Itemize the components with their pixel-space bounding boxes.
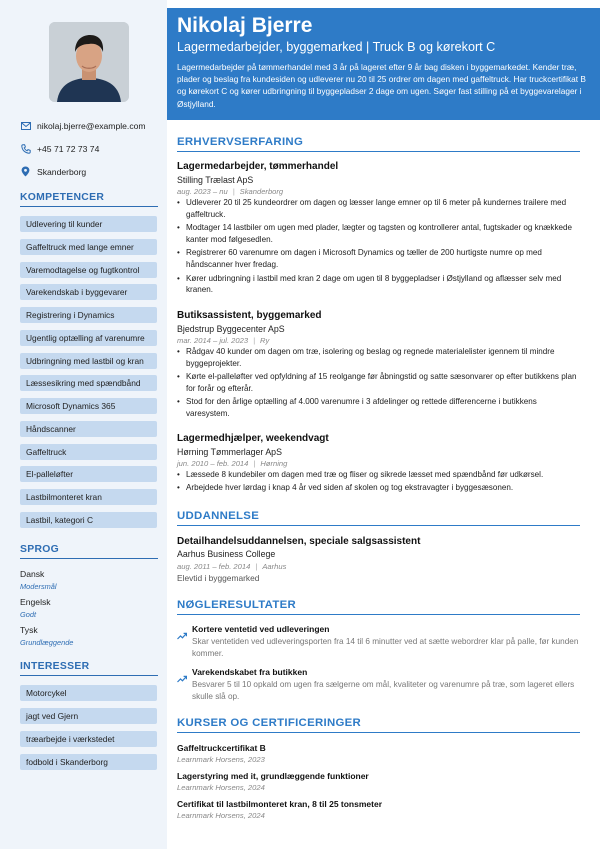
skill-chip: Varemodtagelse og fugtkontrol [20, 262, 157, 278]
job-bullet: • Kører udbringning i lastbil med kran 2 dage om ugen til 8 byggepladser i Østjylland og aflæsser selv med kranen. [177, 273, 582, 297]
result-description: Besvarer 5 til 10 opkald om ugen fra sælgerne om mål, kvaliteter og varenumre på træ, som lageret ellers skulle slå op. [192, 680, 575, 701]
job-title: Butiksassistent, byggemarked [177, 310, 322, 321]
profile-photo [49, 22, 129, 102]
course-meta: Learnmark Horsens, 2024 [177, 783, 265, 792]
contact-location [20, 166, 165, 177]
skill-chip: Udlevering til kunder [20, 216, 157, 232]
language-name: Tysk [20, 625, 38, 635]
contact-location-text: Skanderborg [37, 166, 87, 177]
contact-email-text: nikolaj.bjerre@example.com [37, 120, 146, 131]
course-meta: Learnmark Horsens, 2023 [177, 755, 265, 764]
experience-heading: ERHVERVSERFARING [177, 136, 580, 152]
job-place: Hørning [260, 459, 288, 468]
skill-chip: Håndscanner [20, 421, 157, 437]
skills-heading: KOMPETENCER [20, 192, 158, 207]
job-company: Hørning Tømmerlager ApS [177, 447, 282, 457]
interest-chip: træarbejde i værkstedet [20, 731, 157, 747]
job-bullet: • Kørte el-palleløfter ved opfyldning af 15 reolgange før åbningstid og satte sæsonvarer op efter butikkens plan for forår og efterår. [177, 371, 582, 395]
course-meta: Learnmark Horsens, 2024 [177, 811, 265, 820]
education-note: Elevtid i byggemarked [177, 573, 260, 583]
email-icon [20, 120, 31, 131]
job-dates: jun. 2010 – feb. 2014 [177, 459, 249, 468]
skill-chip: Lastbil, kategori C [20, 512, 157, 528]
contact-phone [20, 143, 165, 154]
job-meta [177, 459, 287, 468]
job-company: Bjedstrup Byggecenter ApS [177, 324, 285, 334]
job-meta [177, 336, 269, 345]
job-dates: mar. 2014 – jul. 2023 [177, 336, 249, 345]
job-bullets [177, 469, 582, 496]
education-school: Aarhus Business College [177, 549, 276, 559]
interests-heading: INTERESSER [20, 661, 158, 676]
meta-separator: | [255, 562, 258, 571]
skill-chip: Registrering i Dynamics [20, 307, 157, 323]
language-name: Dansk [20, 569, 45, 579]
job-bullets [177, 197, 582, 298]
education-heading: UDDANNELSE [177, 510, 580, 526]
skill-chip: Lastbilmonteret kran [20, 489, 157, 505]
interest-chip: jagt ved Gjern [20, 708, 157, 724]
job-company: Stilling Trælast ApS [177, 175, 254, 185]
language-level: Godt [20, 610, 37, 619]
course-title: Certifikat til lastbilmonteret kran, 8 til 25 tonsmeter [177, 799, 383, 809]
skill-chip: Gaffeltruck med lange emner [20, 239, 157, 255]
skill-chip: Læssesikring med spændbånd [20, 375, 157, 391]
profile-summary: Lagermedarbejder på tømmerhandel med 3 år på lageret efter 9 år bag disken i byggemarkedet. Kender træ, plader og beslag fra kundesiden og udleverer nu 20 til 25 ordrer om dagen med gaffeltruck. Har truckcertifikat B og kørekort C og kører udbringning til byggepladser 2 dage om ugen. Søger fast stilling på et byggevarelager i Østjylland. [177, 62, 586, 109]
job-place: Ry [260, 336, 270, 345]
job-bullet: • Rådgav 40 kunder om dagen om træ, isolering og beslag og regnede materialelister igennem til mindre byggeprojekter. [177, 346, 582, 370]
meta-separator: | [253, 336, 256, 345]
location-pin-icon [20, 166, 31, 177]
job-title: Lagermedhjælper, weekendvagt [177, 433, 329, 444]
contact-phone-text: +45 71 72 73 74 [37, 143, 100, 154]
person-title: Lagermedarbejder, byggemarked | Truck B og kørekort C [177, 40, 496, 54]
meta-separator: | [253, 459, 256, 468]
profile-photo-image [49, 22, 129, 102]
header-banner [167, 8, 600, 120]
skill-chip: Gaffeltruck [20, 444, 157, 460]
result-description: Skar ventetiden ved udleveringsporten fra 14 til 6 minutter ved at sætte webordrer klar på palle, før kunden kommer. [192, 637, 579, 658]
trend-up-icon [177, 670, 187, 678]
education-title: Detailhandelsuddannelsen, speciale salgsassistent [177, 536, 421, 547]
job-bullet: • Arbejdede hver lørdag i knap 4 år ved siden af skolen og tog ekstravagter i byggesæsonen. [177, 482, 582, 494]
skill-chip: Varekendskab i byggevarer [20, 284, 157, 300]
skill-chip: Ugentlig optælling af varenumre [20, 330, 157, 346]
job-meta [177, 187, 283, 196]
meta-separator: | [232, 187, 235, 196]
skill-chip: Udbringning med lastbil og kran [20, 353, 157, 369]
interest-chip: Motorcykel [20, 685, 157, 701]
job-bullet: • Modtager 14 lastbiler om ugen med plader, lægter og tagsten og kontrollerer antal, fugtskader og knækkede kanter mod følgesedlen. [177, 222, 582, 246]
job-bullet: • Udleverer 20 til 25 kundeordrer om dagen og læsser lange emner op til 6 meter på kundernes trailere med gaffeltruck. [177, 197, 582, 221]
skill-chip: Microsoft Dynamics 365 [20, 398, 157, 414]
job-title: Lagermedarbejder, tømmerhandel [177, 161, 339, 172]
education-dates: aug. 2011 – feb. 2014 [177, 562, 251, 571]
trend-up-icon [177, 627, 187, 635]
languages-heading: SPROG [20, 544, 158, 559]
result-title: Varekendskabet fra butikken [192, 667, 308, 677]
education-meta [177, 562, 286, 571]
language-name: Engelsk [20, 597, 51, 607]
language-level: Modersmål [20, 582, 57, 591]
course-title: Gaffeltruckcertifikat B [177, 743, 266, 753]
interest-chip: fodbold i Skanderborg [20, 754, 157, 770]
courses-heading: KURSER OG CERTIFICERINGER [177, 717, 580, 733]
job-bullet: • Læssede 8 kundebiler om dagen med træ og fliser og sikrede læsset med spændbånd før udkørsel. [177, 469, 582, 481]
person-name: Nikolaj Bjerre [177, 14, 313, 37]
job-bullet: • Stod for den årlige optælling af 4.000 varenumre i 3 afdelinger og rettede differencerne i butikkens varesystem. [177, 396, 582, 420]
course-title: Lagerstyring med it, grundlæggende funktioner [177, 771, 369, 781]
contact-email [20, 120, 165, 131]
job-bullet: • Registrerer 60 varenumre om dagen i Microsoft Dynamics og tæller de 200 hurtigste numre op med håndscanner hver fredag. [177, 247, 582, 271]
job-bullets [177, 346, 582, 422]
sidebar [0, 0, 167, 849]
phone-icon [20, 143, 31, 154]
job-place: Skanderborg [239, 187, 284, 196]
education-place: Aarhus [262, 562, 287, 571]
result-title: Kortere ventetid ved udleveringen [192, 624, 330, 634]
skill-chip: El-palleløfter [20, 466, 157, 482]
results-heading: NØGLERESULTATER [177, 599, 580, 615]
language-level: Grundlæggende [20, 638, 74, 647]
job-dates: aug. 2023 – nu [177, 187, 228, 196]
